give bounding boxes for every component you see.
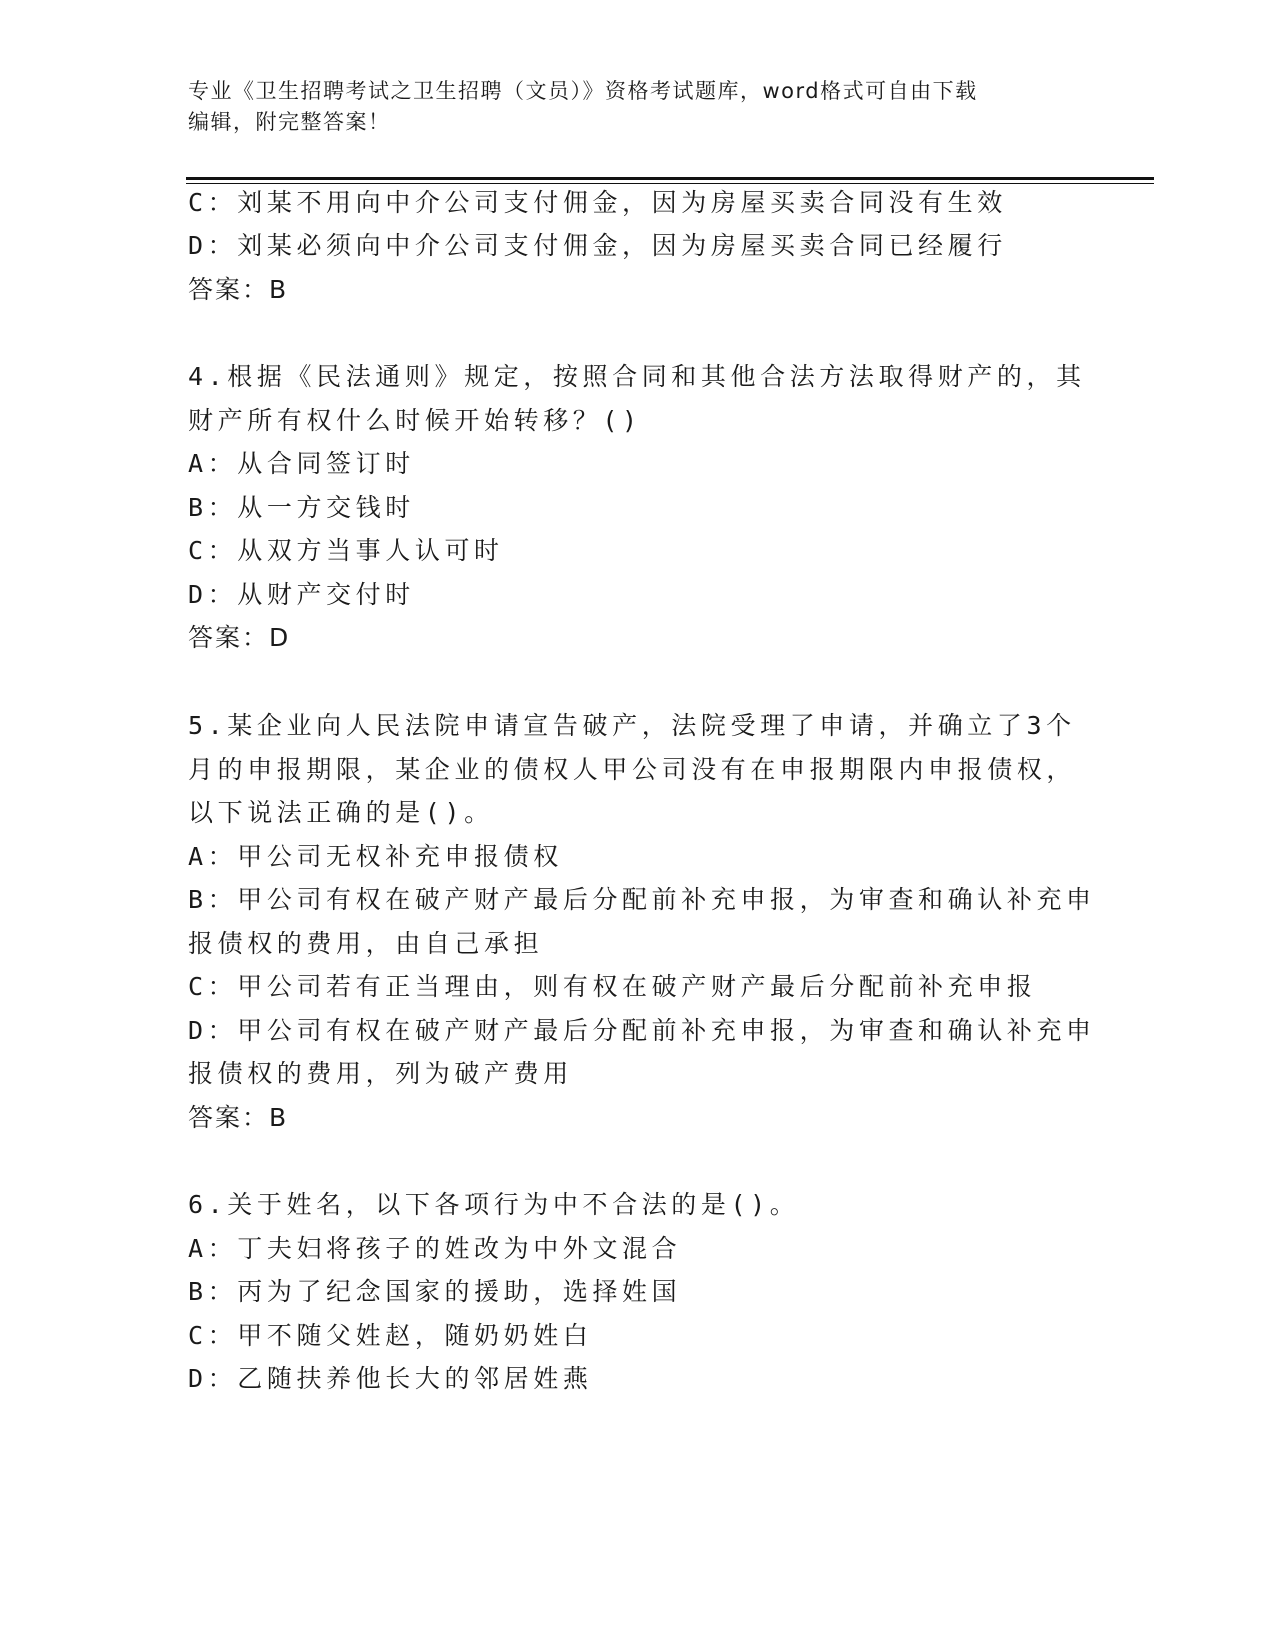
q6-stem-line-1: 6.关于姓名，以下各项行为中不合法的是()。: [188, 1190, 800, 1219]
q3-answer: 答案：B: [188, 275, 289, 304]
q4-option-d: D：从财产交付时: [188, 580, 415, 609]
q5-stem-line-2: 月的申报期限，某企业的债权人甲公司没有在申报期限内申报债权，: [188, 755, 1077, 784]
q4-option-c: C：从双方当事人认可时: [188, 536, 504, 565]
header-line-1: 专业《卫生招聘考试之卫生招聘（文员）》资格考试题库，word格式可自由下载: [188, 79, 978, 103]
q5-option-b-line-2: 报债权的费用，由自己承担: [188, 929, 544, 958]
q4-option-b: B：从一方交钱时: [188, 493, 415, 522]
header-line-2: 编辑，附完整答案！: [188, 110, 391, 134]
q5-stem-line-1: 5.某企业向人民法院申请宣告破产，法院受理了申请，并确立了3个: [188, 711, 1076, 740]
document-header: [188, 76, 1088, 138]
header-divider-thick: [186, 177, 1154, 180]
q4-answer: 答案：D: [188, 623, 291, 652]
q5-option-b-line-1: B：甲公司有权在破产财产最后分配前补充申报，为审查和确认补充申: [188, 885, 1096, 914]
q3-option-d: D：刘某必须向中介公司支付佣金，因为房屋买卖合同已经履行: [188, 231, 1007, 260]
q6-option-b: B：丙为了纪念国家的援助，选择姓国: [188, 1277, 682, 1306]
q5-option-c: C：甲公司若有正当理由，则有权在破产财产最后分配前补充申报: [188, 972, 1037, 1001]
q5-stem-line-3: 以下说法正确的是()。: [188, 798, 494, 827]
q5-answer: 答案：B: [188, 1103, 289, 1132]
q4-stem-line-2: 财产所有权什么时候开始转移？(): [188, 406, 642, 435]
q5-option-d-line-1: D：甲公司有权在破产财产最后分配前补充申报，为审查和确认补充申: [188, 1016, 1096, 1045]
q5-option-a: A：甲公司无权补充申报债权: [188, 842, 563, 871]
q3-option-c: C：刘某不用向中介公司支付佣金，因为房屋买卖合同没有生效: [188, 188, 1007, 217]
q5-option-d-line-2: 报债权的费用，列为破产费用: [188, 1059, 573, 1088]
q6-option-d: D：乙随扶养他长大的邻居姓燕: [188, 1364, 593, 1393]
q4-option-a: A：从合同签订时: [188, 449, 415, 478]
q6-option-c: C：甲不随父姓赵，随奶奶姓白: [188, 1321, 593, 1350]
q6-option-a: A：丁夫妇将孩子的姓改为中外文混合: [188, 1234, 682, 1263]
q4-stem-line-1: 4.根据《民法通则》规定，按照合同和其他合法方法取得财产的，其: [188, 362, 1086, 391]
